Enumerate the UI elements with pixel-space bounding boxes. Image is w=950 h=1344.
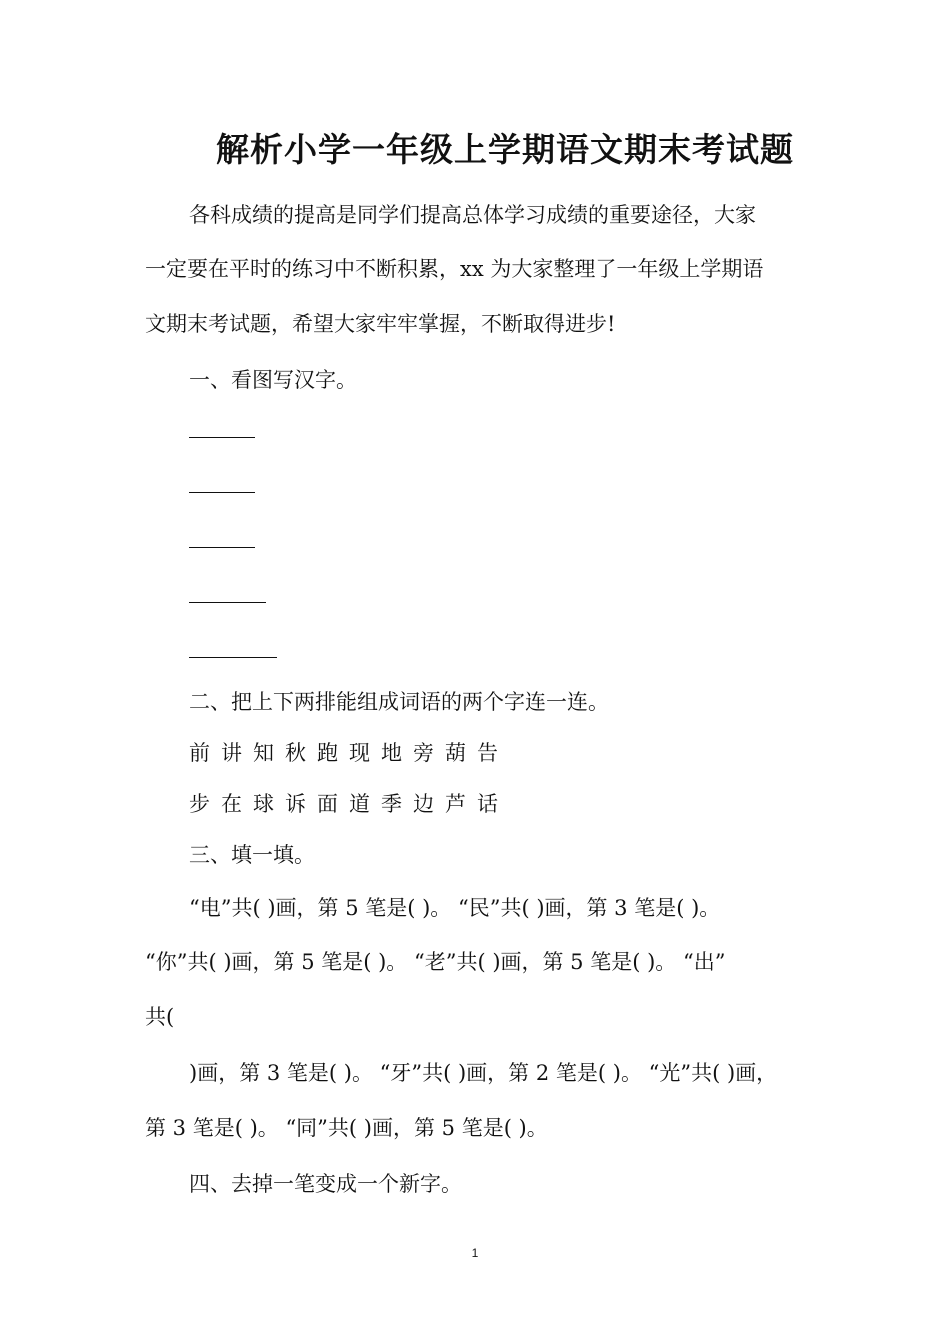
fill-line-2: “你”共( )画，第 5 笔是( )。 “老”共( )画，第 5 笔是( )。 “出” bbox=[145, 950, 726, 974]
section1-heading: 一、看图写汉字。 bbox=[189, 368, 357, 392]
section4-heading: 四、去掉一笔变成一个新字。 bbox=[189, 1172, 462, 1196]
section3-heading: 三、填一填。 bbox=[189, 843, 315, 867]
word-row-bottom: 步在球诉面道季边芦话 bbox=[189, 792, 509, 816]
word-row-top: 前讲知秋跑现地旁葫告 bbox=[189, 741, 509, 765]
intro-line-1: 各科成绩的提高是同学们提高总体学习成绩的重要途径，大家 bbox=[189, 203, 756, 227]
intro-line-2: 一定要在平时的练习中不断积累，xx 为大家整理了一年级上学期语 bbox=[145, 257, 764, 281]
document-title: 解析小学一年级上学期语文期末考试题 bbox=[216, 130, 794, 169]
fill-line-1: “电”共( )画，第 5 笔是( )。 “民”共( )画，第 3 笔是( )。 bbox=[189, 896, 721, 920]
page-number: 1 bbox=[471, 1246, 479, 1260]
fill-line-5: 第 3 笔是( )。 “同”共( )画，第 5 笔是( )。 bbox=[145, 1116, 548, 1140]
fill-line-3: 共( bbox=[145, 1005, 175, 1029]
answer-blank bbox=[189, 547, 255, 548]
answer-blank bbox=[189, 492, 255, 493]
fill-line-4: )画，第 3 笔是( )。 “牙”共( )画，第 2 笔是( )。 “光”共( )画， bbox=[189, 1061, 778, 1085]
answer-blank bbox=[189, 437, 255, 438]
answer-blank bbox=[189, 657, 277, 658]
intro-line-3: 文期末考试题，希望大家牢牢掌握，不断取得进步! bbox=[145, 312, 616, 336]
section2-heading: 二、把上下两排能组成词语的两个字连一连。 bbox=[189, 690, 609, 714]
answer-blank bbox=[189, 602, 266, 603]
